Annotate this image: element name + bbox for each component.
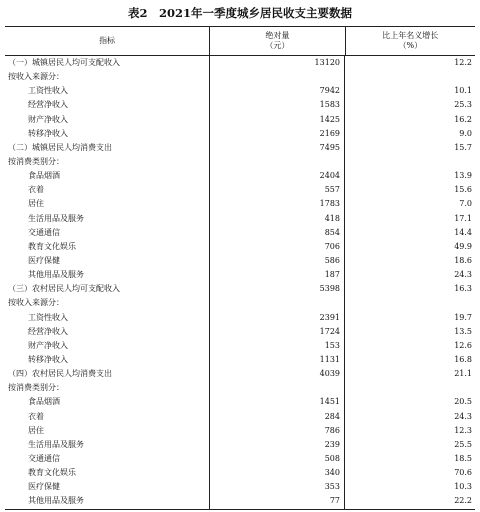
row-growth: 25.3: [454, 100, 472, 110]
data-table: [5, 26, 475, 510]
table-row: [5, 381, 475, 395]
table-row: [5, 296, 475, 310]
row-growth: 10.3: [454, 482, 472, 492]
row-value: 586: [210, 254, 345, 268]
row-growth: 12.2: [454, 58, 472, 67]
row-indicator: 财产净收入: [5, 339, 210, 353]
table-row: [5, 480, 475, 494]
table-row: [5, 367, 475, 381]
table-row: [5, 410, 475, 424]
row-growth: 17.1: [454, 213, 472, 223]
table-row: [5, 254, 475, 268]
row-indicator: （四）农村居民人均消费支出: [5, 367, 210, 381]
row-indicator: （三）农村居民人均可支配收入: [5, 282, 210, 296]
row-value: 1131: [210, 353, 345, 367]
row-value: 7495: [210, 141, 345, 155]
row-indicator: 食品烟酒: [5, 169, 210, 183]
row-growth: 18.6: [454, 255, 472, 265]
table-row: [5, 395, 475, 409]
row-value: 508: [210, 452, 345, 466]
row-growth: 24.3: [454, 411, 472, 421]
header-growth-label: 比上年名义增长: [382, 31, 439, 40]
row-growth: 15.6: [454, 185, 472, 195]
row-value: 2404: [210, 169, 345, 183]
row-value: 340: [210, 466, 345, 480]
table-row: [5, 438, 475, 452]
row-growth: 10.1: [454, 86, 472, 96]
row-growth: 16.3: [454, 284, 472, 294]
row-growth: 24.3: [454, 270, 472, 280]
row-value: 187: [210, 268, 345, 282]
row-value: 2391: [210, 311, 345, 325]
row-growth: 16.8: [454, 354, 472, 364]
row-growth: 15.7: [454, 142, 472, 152]
row-value: 1451: [210, 395, 345, 409]
row-growth: 21.1: [454, 369, 472, 379]
row-indicator: 经营净收入: [5, 98, 210, 112]
row-indicator: 衣着: [5, 410, 210, 424]
row-indicator: 按消费类别分：: [5, 155, 210, 169]
row-growth: 7.0: [459, 199, 472, 209]
table-row: [5, 113, 475, 127]
table-row: [5, 197, 475, 211]
row-growth: 14.4: [454, 227, 472, 237]
row-indicator: 其他用品及服务: [5, 494, 210, 508]
table-row: [5, 212, 475, 226]
row-indicator: 按消费类别分：: [5, 381, 210, 395]
row-indicator: 生活用品及服务: [5, 212, 210, 226]
row-indicator: 财产净收入: [5, 113, 210, 127]
row-growth: [345, 155, 475, 169]
table-row: [5, 268, 475, 282]
row-value: 153: [210, 339, 345, 353]
row-value: 353: [210, 480, 345, 494]
row-indicator: 其他用品及服务: [5, 268, 210, 282]
row-value: 239: [210, 438, 345, 452]
table-row: [5, 466, 475, 480]
table-row: [5, 226, 475, 240]
row-indicator: 按收入来源分：: [5, 296, 210, 310]
row-indicator: 食品烟酒: [5, 395, 210, 409]
header-growth: [346, 27, 475, 55]
row-value: 706: [210, 240, 345, 254]
header-value: [210, 27, 345, 55]
row-indicator: 工资性收入: [5, 84, 210, 98]
row-value: 284: [210, 410, 345, 424]
row-indicator: （一）城镇居民人均可支配收入: [5, 56, 210, 70]
table-row: [5, 325, 475, 339]
table-row: [5, 183, 475, 197]
row-value: 1583: [210, 98, 345, 112]
row-indicator: 工资性收入: [5, 311, 210, 325]
table-row: [5, 353, 475, 367]
row-growth: 18.5: [454, 453, 472, 463]
table-row: [5, 127, 475, 141]
row-growth: [345, 381, 475, 395]
row-value: 1783: [210, 197, 345, 211]
row-growth: 49.9: [454, 241, 472, 251]
row-indicator: 衣着: [5, 183, 210, 197]
row-value: 1724: [210, 325, 345, 339]
row-value: 786: [210, 424, 345, 438]
row-growth: 13.5: [454, 326, 472, 336]
row-indicator: 转移净收入: [5, 353, 210, 367]
table-row: [5, 282, 475, 296]
row-value: [210, 155, 345, 169]
row-growth: [345, 70, 475, 84]
header-growth-unit: （%）: [398, 41, 423, 50]
table-row: [5, 311, 475, 325]
row-indicator: 交通通信: [5, 226, 210, 240]
row-indicator: （二）城镇居民人均消费支出: [5, 141, 210, 155]
table-row: [5, 169, 475, 183]
row-indicator: 按收入来源分：: [5, 70, 210, 84]
table-row: [5, 141, 475, 155]
row-growth: 70.6: [454, 468, 472, 478]
row-value: [210, 296, 345, 310]
table-row: [5, 56, 475, 70]
table-row: [5, 98, 475, 112]
row-indicator: 居住: [5, 424, 210, 438]
row-indicator: 经营净收入: [5, 325, 210, 339]
row-growth: 16.2: [454, 114, 472, 124]
header-value-label: 绝对量: [265, 31, 290, 40]
row-growth: 13.9: [454, 171, 472, 181]
row-growth: 20.5: [454, 397, 472, 407]
row-indicator: 医疗保健: [5, 254, 210, 268]
row-indicator: 转移净收入: [5, 127, 210, 141]
table-row: [5, 424, 475, 438]
table-row: [5, 70, 475, 84]
row-value: 1425: [210, 113, 345, 127]
row-indicator: 交通通信: [5, 452, 210, 466]
table-row: [5, 155, 475, 169]
table-row: [5, 339, 475, 353]
row-value: 418: [210, 212, 345, 226]
row-value: 13120: [210, 56, 345, 70]
row-growth: 22.2: [454, 496, 472, 506]
row-value: 77: [210, 494, 345, 508]
row-indicator: 生活用品及服务: [5, 438, 210, 452]
table-row: [5, 240, 475, 254]
row-indicator: 医疗保健: [5, 480, 210, 494]
row-indicator: 教育文化娱乐: [5, 240, 210, 254]
row-growth: 25.5: [454, 439, 472, 449]
row-value: [210, 70, 345, 84]
row-growth: 19.7: [454, 312, 472, 322]
row-value: 2169: [210, 127, 345, 141]
row-growth: 12.3: [454, 425, 472, 435]
table-body: [5, 56, 475, 509]
row-growth: [345, 296, 475, 310]
row-value: 5398: [210, 282, 345, 296]
row-value: 854: [210, 226, 345, 240]
row-indicator: 居住: [5, 197, 210, 211]
table-row: [5, 494, 475, 508]
row-value: [210, 381, 345, 395]
table-row: [5, 452, 475, 466]
row-growth: 9.0: [459, 128, 472, 138]
row-growth: 12.6: [454, 340, 472, 350]
header-value-unit: （元）: [265, 41, 290, 50]
row-value: 4039: [210, 367, 345, 381]
row-indicator: 教育文化娱乐: [5, 466, 210, 480]
row-value: 7942: [210, 84, 345, 98]
header-indicator: 指标: [5, 27, 210, 55]
table-header: [5, 27, 475, 56]
row-value: 557: [210, 183, 345, 197]
table-title: 表2 2021年一季度城乡居民收支主要数据: [127, 6, 352, 20]
table-row: [5, 84, 475, 98]
